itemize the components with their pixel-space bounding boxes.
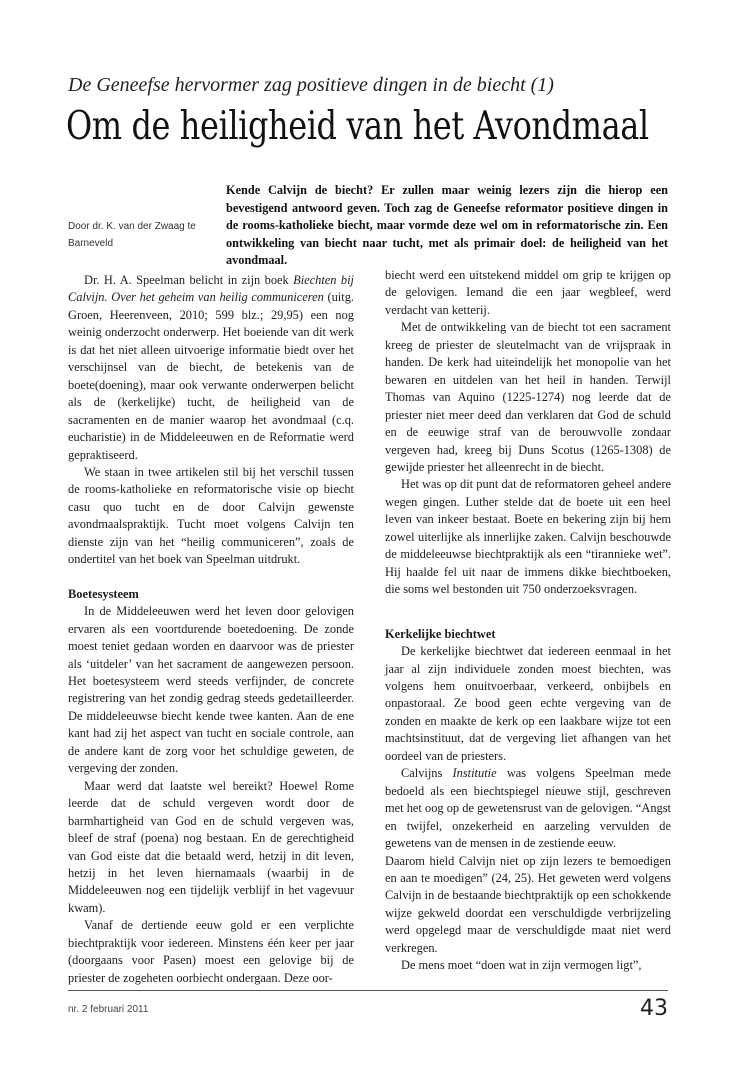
paragraph: In de Middeleeuwen werd het leven door gelovigen ervaren als een voortdurende boetedoening. De zonde moest teniet gedaan worden en daarvoor was de priester als ‘uitdeler’ van het sacrament de aangewezen persoon. Het boetesysteem werd steeds verfijnder, de concrete registrering van het zondig gedrag steeds gedetailleerder. De middeleeuwse biecht kende twee kanten. Aan de ene kant had zij het aspect van tucht en sociale controle, aan de andere kant de zorg voor het schuldige geweten, de vergeving der zonden. — [68, 604, 354, 776]
paragraph: We staan in twee artikelen stil bij het verschil tussen de rooms-katholieke en reformatorische visie op biecht casu quo tucht en de door Calvijn gewenste avondmaalspraktijk. Tucht moet volgens Calvijn ten dienste zijn van het “heilig communiceren”, zoals de ondertitel van het boek van Speelman uitdrukt. — [68, 464, 354, 567]
right-column — [385, 267, 671, 975]
paragraph: Het was op dit punt dat de reformatoren geheel andere wegen gingen. Luther stelde dat de boete uit een heel leven van inkeer bestaat. Boete en bekering zijn bij hem zowel uiterlijke als innerlijke zaken. Calvijn beschouwde de middeleeuwse biechtpraktijk als een “tirannieke wet”. Hij haalde fel uit naar de immens dikke biechtboeken, die soms wel bestonden uit 750 onderzoeksvragen. — [385, 477, 671, 597]
paragraph: Maar werd dat laatste wel bereikt? Hoewel Rome leerde dat de schuld vergeven wordt door de barmhartigheid van God en de schuld vergeven was, bleef de straf (poena) nog bestaan. En de gerechtigheid van God eiste dat die betaald werd, hetzij in dit leven, hetzij in het leven hiernamaals (waarbij in de Middeleeuwen nog een tijdelijk verblijf in het vagevuur kwam). — [68, 778, 354, 915]
left-column — [68, 272, 354, 987]
section-heading-boetesysteem: Boetesysteem — [68, 586, 139, 601]
paragraph-text: was volgens Speelman mede bedoeld als een biechtspiegel nieuwe stijl, geschreven met het oog op de gewetensrust van de gelovigen. “Angst en twijfel, onzekerheid en aarzeling vervulden de gewetens van de mensen in de zestiende eeuw. — [385, 766, 671, 851]
article-intro: Kende Calvijn de biecht? Er zullen maar weinig lezers zijn die hierop een bevestigend antwoord geven. Toch zag de Geneefse reformator positieve dingen in de rooms-katholieke biecht, maar vormde deze wel om in reformatorische zin. Een ontwikkeling van biecht naar tucht, met als primair doel: de heiligheid van het avondmaal. — [226, 183, 668, 267]
paragraph: Vanaf de dertiende eeuw gold er een verplichte biechtpraktijk voor iedereen. Minstens één keer per jaar (doorgaans voor Pasen) moest een gelovige bij de priester de zogeheten oorbiecht ondergaan. Deze oor- — [68, 918, 354, 985]
paragraph-text: Dr. H. A. Speelman belicht in zijn boek — [84, 273, 294, 287]
paragraph — [68, 272, 354, 464]
book-title: Biechten bij Calvijn. Over het geheim van heilig communiceren — [68, 273, 355, 305]
paragraph: De mens moet “doen wat in zijn vermogen ligt”, — [401, 958, 642, 973]
article-kicker: De Geneefse hervormer zag positieve dingen in de biecht (1) — [68, 74, 554, 96]
paragraph: Daarom hield Calvijn niet op zijn lezers te bemoedigen en aan te moedigen” (24, 25). Het geweten werd volgens Calvijn in de bestaande biechtpraktijk op een schokkende wijze gekweld doordat een verschuldigde verbrijzeling werd opgelegd maar de verschuldigde maat niet werd verkregen. — [385, 853, 671, 955]
article-byline: Door dr. K. van der Zwaag te Barneveld — [68, 221, 196, 249]
paragraph-text: Calvijns — [401, 766, 453, 781]
article-title: Om de heiligheid van het Avondmaal — [66, 104, 649, 149]
footer-rule — [68, 990, 668, 991]
paragraph: biecht werd een uitstekend middel om grip te krijgen op de gelovigen. Iemand die een jaar wegbleef, werd verdacht van ketterij. — [385, 268, 671, 317]
paragraph-text: (uitg. Groen, Heerenveen, 2010; 599 blz.; 29,95) een nog weinig onderzocht onderwerp. Het boeiende van dit werk is dat het niet alleen uitvoerige informatie biedt over het verschijnsel van de biecht, de betekenis van de boete(doening), maar ook verwante onderwerpen belicht als de (kerkelijke) tucht, de heiligheid van de sacramenten en de manier waarop het avondmaal (c.q. eucharistie) in de Middeleeuwen en de Reformatie werd gepraktiseerd. — [68, 290, 354, 462]
footer-issue: nr. 2 februari 2011 — [68, 1004, 149, 1015]
paragraph — [385, 765, 671, 852]
paragraph: De kerkelijke biechtwet dat iedereen eenmaal in het jaar al zijn individuele zonden moest biechten, was volgens hem onuitvoerbaar, verkeerd, onbijbels en onpastoraal. Ze bood geen echte vergeving van de zonden en maakte de kerk op een laakbare wijze tot een machtsinstituut, dat de vergeving liet afhangen van het oordeel van de priesters. — [385, 644, 671, 763]
paragraph: Met de ontwikkeling van de biecht tot een sacrament kreeg de priester de sleutelmacht van de vrijspraak in handen. De kerk had uiteindelijk het monopolie van het bewaren en uitdelen van het heil in handen. Terwijl Thomas van Aquino (1225-1274) nog leerde dat de priester niet meer deed dan verklaren dat God de schuld en de eeuwige straf van de berouwvolle zondaar vergeven had, kreeg bij Duns Scotus (1265-1308) de gewijde priester het alleenrecht in de biecht. — [385, 320, 671, 474]
section-heading-kerkelijke-biechtwet: Kerkelijke biechtwet — [385, 626, 496, 641]
book-title: Institutie — [452, 766, 497, 781]
page-number: 43 — [640, 996, 668, 1021]
